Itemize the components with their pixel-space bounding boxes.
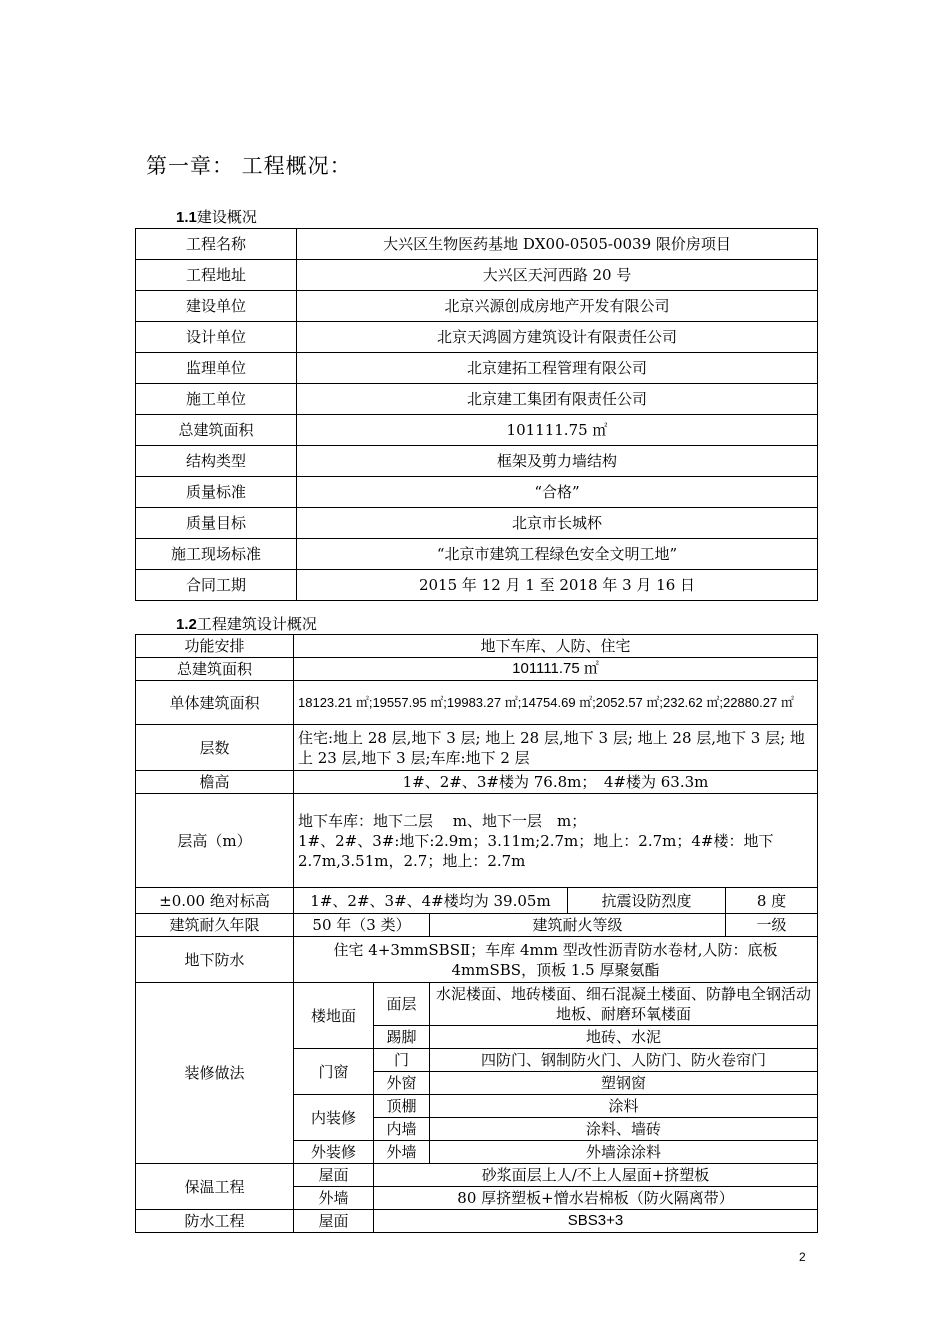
row-value: “合格” bbox=[297, 477, 818, 508]
row-value: 2015 年 12 月 1 至 2018 年 3 月 16 日 bbox=[297, 570, 818, 601]
label-underground-waterproof: 地下防水 bbox=[136, 937, 294, 983]
row-value: 北京天鸿圆方建筑设计有限责任公司 bbox=[297, 322, 818, 353]
table-row bbox=[136, 260, 818, 291]
value-inner-wall: 涂料、墙砖 bbox=[430, 1118, 818, 1141]
row-value: “北京市建筑工程绿色安全文明工地” bbox=[297, 539, 818, 570]
construction-overview-table bbox=[135, 228, 818, 601]
label-fire-rating: 建筑耐火等级 bbox=[430, 914, 726, 937]
label-outer-wall: 外墙 bbox=[374, 1141, 430, 1164]
label-seismic: 抗震设防烈度 bbox=[568, 888, 726, 914]
value-door: 四防门、钢制防火门、人防门、防火卷帘门 bbox=[430, 1049, 818, 1072]
value-ceiling: 涂料 bbox=[430, 1095, 818, 1118]
row-label: 结构类型 bbox=[136, 446, 297, 477]
row-label: 工程地址 bbox=[136, 260, 297, 291]
row-label: 施工单位 bbox=[136, 384, 297, 415]
row-value: 大兴区天河西路 20 号 bbox=[297, 260, 818, 291]
label-story-height: 层高（m） bbox=[136, 794, 294, 888]
story-height-line1: 地下车库：地下二层 m、地下一层 m； bbox=[298, 811, 587, 830]
chapter-title: 第一章： 工程概况： bbox=[146, 154, 352, 178]
page-number: 2 bbox=[799, 1250, 806, 1264]
table-row bbox=[136, 291, 818, 322]
label-ceiling: 顶棚 bbox=[374, 1095, 430, 1118]
row-label: 监理单位 bbox=[136, 353, 297, 384]
table-row bbox=[136, 477, 818, 508]
label-inner-wall: 内墙 bbox=[374, 1118, 430, 1141]
value-skirting: 地砖、水泥 bbox=[430, 1026, 818, 1049]
value-fire-rating: 一级 bbox=[726, 914, 818, 937]
label-function: 功能安排 bbox=[136, 635, 294, 658]
row-label: 工程名称 bbox=[136, 229, 297, 260]
table-row bbox=[136, 508, 818, 539]
label-floor-finish: 楼地面 bbox=[294, 983, 374, 1049]
row-value: 框架及剪力墙结构 bbox=[297, 446, 818, 477]
row-value: 大兴区生物医药基地 DX00-0505-0039 限价房项目 bbox=[297, 229, 818, 260]
row-label: 施工现场标准 bbox=[136, 539, 297, 570]
row-label: 质量目标 bbox=[136, 508, 297, 539]
section-title: 建设概况 bbox=[196, 208, 257, 226]
label-waterproof-roof: 屋面 bbox=[294, 1210, 374, 1233]
label-eave-height: 檐高 bbox=[136, 771, 294, 794]
value-outer-window: 塑钢窗 bbox=[430, 1072, 818, 1095]
label-waterproof: 防水工程 bbox=[136, 1210, 294, 1233]
row-value: 北京市长城杯 bbox=[297, 508, 818, 539]
row-value: 北京建拓工程管理有限公司 bbox=[297, 353, 818, 384]
label-insulation-roof: 屋面 bbox=[294, 1164, 374, 1187]
label-door-window: 门窗 bbox=[294, 1049, 374, 1095]
table-row bbox=[136, 353, 818, 384]
table-row bbox=[136, 415, 818, 446]
table-row bbox=[136, 384, 818, 415]
row-value: 101111.75 ㎡ bbox=[297, 415, 818, 446]
label-insulation: 保温工程 bbox=[136, 1164, 294, 1210]
row-label: 总建筑面积 bbox=[136, 415, 297, 446]
label-surface: 面层 bbox=[374, 983, 430, 1026]
label-door: 门 bbox=[374, 1049, 430, 1072]
row-label: 质量标准 bbox=[136, 477, 297, 508]
row-label: 设计单位 bbox=[136, 322, 297, 353]
row-label: 合同工期 bbox=[136, 570, 297, 601]
value-elevation: 1#、2#、3#、4#楼均为 39.05m bbox=[294, 888, 568, 914]
architectural-design-table bbox=[135, 634, 818, 1233]
section-heading-2 bbox=[176, 613, 317, 634]
label-durability: 建筑耐久年限 bbox=[136, 914, 294, 937]
row-label: 建设单位 bbox=[136, 291, 297, 322]
value-eave-height: 1#、2#、3#楼为 76.8m； 4#楼为 63.3m bbox=[294, 771, 818, 794]
label-skirting: 踢脚 bbox=[374, 1026, 430, 1049]
value-insulation-roof: 砂浆面层上人/不上人屋面+挤塑板 bbox=[374, 1164, 818, 1187]
value-underground-waterproof: 住宅 4+3mmSBSⅡ；车库 4mm 型改性沥青防水卷材,人防：底板 4mmSBS，顶板 1.5 厚聚氨酯 bbox=[294, 937, 818, 983]
value-floors: 住宅:地上 28 层,地下 3 层; 地上 28 层,地下 3 层; 地上 28 层,地下 3 层; 地上 23 层,地下 3 层;车库:地下 2 层 bbox=[294, 725, 818, 771]
label-exterior: 外装修 bbox=[294, 1141, 374, 1164]
label-decoration: 装修做法 bbox=[136, 983, 294, 1164]
section-heading-1 bbox=[176, 206, 257, 227]
table-row bbox=[136, 322, 818, 353]
value-outer-wall: 外墙涂涂料 bbox=[430, 1141, 818, 1164]
value-surface: 水泥楼面、地砖楼面、细石混凝土楼面、防静电全钢活动地板、耐磨环氧楼面 bbox=[430, 983, 818, 1026]
label-unit-area: 单体建筑面积 bbox=[136, 681, 294, 725]
section-number: 1.2 bbox=[176, 616, 197, 633]
label-insulation-wall: 外墙 bbox=[294, 1187, 374, 1210]
table-row bbox=[136, 446, 818, 477]
section-title: 工程建筑设计概况 bbox=[196, 615, 317, 633]
story-height-line2: 1#、2#、3#:地下:2.9m；3.11m;2.7m；地上：2.7m；4#楼：地下 2.7m,3.51m，2.7；地上：2.7m bbox=[298, 831, 774, 870]
table-row bbox=[136, 539, 818, 570]
value-durability: 50 年（3 类） bbox=[294, 914, 430, 937]
label-total-area: 总建筑面积 bbox=[136, 658, 294, 681]
value-waterproof-roof: SBS3+3 bbox=[374, 1210, 818, 1233]
table-row bbox=[136, 229, 818, 260]
row-value: 北京建工集团有限责任公司 bbox=[297, 384, 818, 415]
value-story-height bbox=[294, 794, 818, 888]
value-function: 地下车库、人防、住宅 bbox=[294, 635, 818, 658]
value-total-area: 101111.75 ㎡ bbox=[294, 658, 818, 681]
label-interior: 内装修 bbox=[294, 1095, 374, 1141]
label-elevation: ±0.00 绝对标高 bbox=[136, 888, 294, 914]
section-number: 1.1 bbox=[176, 209, 197, 226]
value-seismic: 8 度 bbox=[726, 888, 818, 914]
value-unit-area: 18123.21 ㎡;19557.95 ㎡;19983.27 ㎡;14754.69 ㎡;2052.57 ㎡;232.62 ㎡;22880.27 ㎡ bbox=[294, 681, 818, 725]
value-insulation-wall: 80 厚挤塑板+憎水岩棉板（防火隔离带） bbox=[374, 1187, 818, 1210]
row-value: 北京兴源创成房地产开发有限公司 bbox=[297, 291, 818, 322]
label-outer-window: 外窗 bbox=[374, 1072, 430, 1095]
label-floors: 层数 bbox=[136, 725, 294, 771]
table-row bbox=[136, 570, 818, 601]
